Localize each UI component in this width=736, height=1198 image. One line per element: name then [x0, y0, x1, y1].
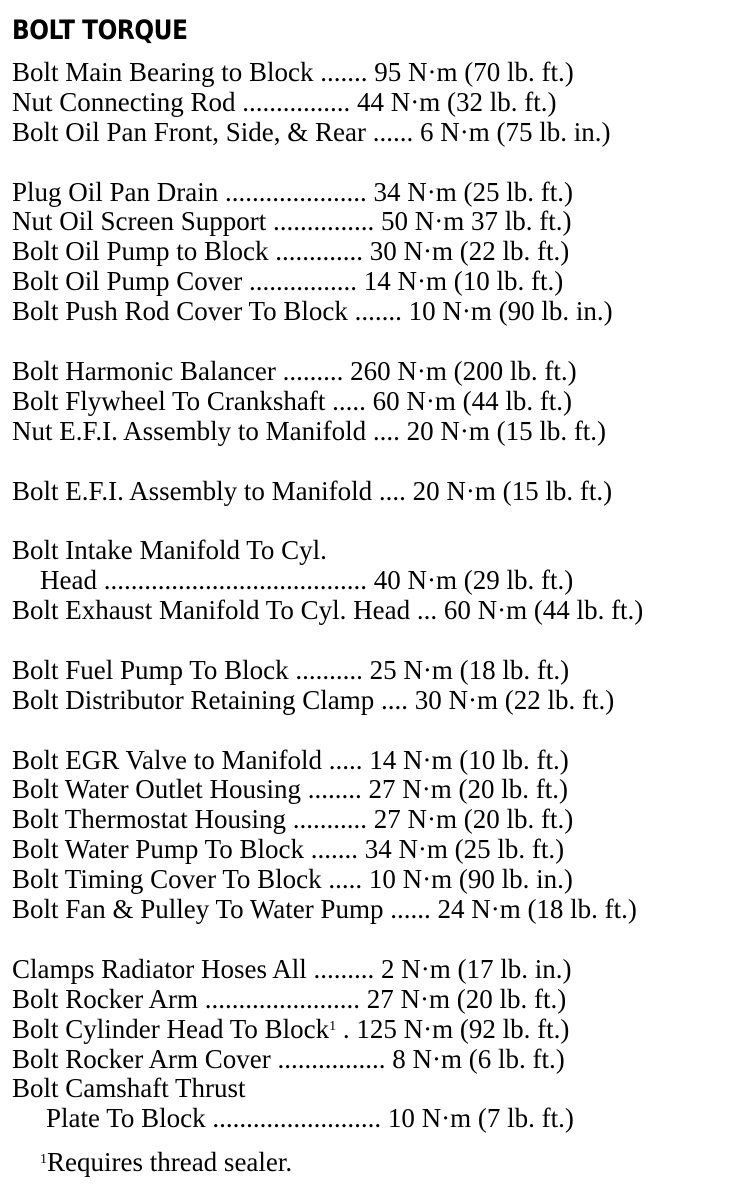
spec-text-distributor-clamp: Bolt Distributor Retaining Clamp .... 30 N·m (22 lb. ft.) [12, 684, 615, 715]
spec-text-oil-pan-bolts: Bolt Oil Pan Front, Side, & Rear ...... 6 N·m (75 lb. in.) [12, 116, 611, 147]
spec-line-rocker-arm: Bolt Rocker Arm ....................... 27 N·m (20 lb. ft.) [12, 983, 567, 1014]
spec-line-intake-manifold-head: Head ....................................... 40 N·m (29 lb. ft.) [40, 565, 574, 596]
spec-line-oil-pump-cover: Bolt Oil Pump Cover ................ 14 N·m (10 lb. ft.) [12, 266, 564, 297]
spec-line-flywheel: Bolt Flywheel To Crankshaft ..... 60 N·m (44 lb. ft.) [12, 385, 573, 416]
spec-line-water-outlet: Bolt Water Outlet Housing ........ 27 N·m (20 lb. ft.) [12, 774, 569, 805]
spec-line-fan-pulley [12, 895, 724, 955]
spec-line-distributor-clamp [12, 686, 724, 746]
spec-line-egr-valve: Bolt EGR Valve to Manifold ..... 14 N·m (10 lb. ft.) [12, 744, 569, 775]
footnote-text: Requires thread sealer. [47, 1147, 293, 1177]
spec-line-push-rod-cover [12, 297, 724, 357]
spec-text-efi-nut: Nut E.F.I. Assembly to Manifold .... 20 N·m (15 lb. ft.) [12, 415, 607, 446]
spec-line-harmonic-balancer: Bolt Harmonic Balancer ......... 260 N·m (200 lb. ft.) [12, 355, 577, 386]
spec-line-efi-bolt [12, 477, 724, 537]
spec-line-oil-pan-drain: Plug Oil Pan Drain ..................... 34 N·m (25 lb. ft.) [12, 176, 573, 207]
spec-line-exhaust-manifold [12, 596, 724, 656]
spec-line-oil-screen-support: Nut Oil Screen Support ............... 50 N·m 37 lb. ft.) [12, 206, 572, 237]
section-title: BOLT TORQUE [12, 15, 188, 46]
cylinder-head-label: Bolt Cylinder Head To Block [12, 1013, 330, 1044]
spec-line-radiator-clamps: Clamps Radiator Hoses All ......... 2 N·m (17 lb. in.) [12, 953, 572, 984]
spec-text-push-rod-cover: Bolt Push Rod Cover To Block ....... 10 N·m (90 lb. in.) [12, 296, 613, 327]
spec-line-fuel-pump: Bolt Fuel Pump To Block .......... 25 N·m (18 lb. ft.) [12, 654, 570, 685]
spec-line-main-bearing: Bolt Main Bearing to Block ....... 95 N·m (70 lb. ft.) [12, 57, 574, 87]
spec-text-fan-pulley: Bolt Fan & Pulley To Water Pump ...... 24 N·m (18 lb. ft.) [12, 894, 637, 925]
footnote-ref-marker: 1 [329, 1018, 337, 1034]
spec-line-camshaft-thrust: Bolt Camshaft Thrust [12, 1073, 246, 1104]
spec-line-water-pump: Bolt Water Pump To Block ....... 34 N·m (25 lb. ft.) [12, 834, 565, 865]
spec-text-exhaust-manifold: Bolt Exhaust Manifold To Cyl. Head ... 60 N·m (44 lb. ft.) [12, 595, 644, 626]
spec-line-intake-manifold: Bolt Intake Manifold To Cyl. [12, 535, 327, 566]
spec-line-oil-pump-block: Bolt Oil Pump to Block ............. 30 N·m (22 lb. ft.) [12, 236, 570, 267]
spec-line-connecting-rod: Nut Connecting Rod ................ 44 N·m (32 lb. ft.) [12, 86, 557, 117]
footnote-marker: 1 [40, 1152, 47, 1167]
cylinder-head-value: . 125 N·m (92 lb. ft.) [336, 1013, 570, 1044]
spec-line-efi-nut [12, 417, 724, 477]
spec-line-rocker-cover: Bolt Rocker Arm Cover ................ 8 N·m (6 lb. ft.) [12, 1043, 565, 1074]
spec-line-timing-cover: Bolt Timing Cover To Block ..... 10 N·m (90 lb. in.) [12, 864, 573, 895]
spec-text-efi-bolt: Bolt E.F.I. Assembly to Manifold .... 20 N·m (15 lb. ft.) [12, 475, 613, 506]
spec-line-oil-pan-bolts [12, 118, 724, 178]
spec-line-cylinder-head [12, 1015, 724, 1045]
footnote [40, 1146, 292, 1178]
torque-spec-list [12, 58, 724, 1134]
spec-line-thermostat: Bolt Thermostat Housing ........... 27 N·m (20 lb. ft.) [12, 804, 574, 835]
spec-line-camshaft-plate: Plate To Block ......................... 10 N·m (7 lb. ft.) [46, 1103, 574, 1134]
